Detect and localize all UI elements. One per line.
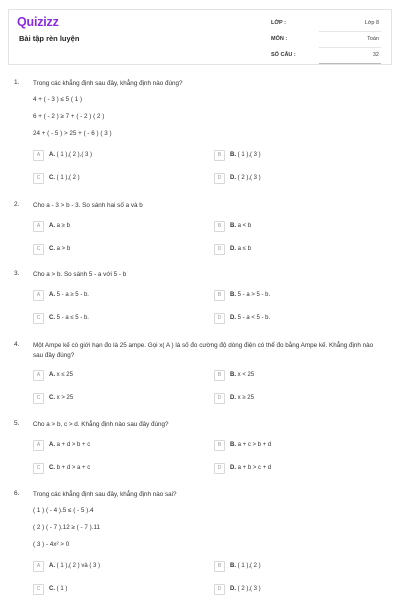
option-text: C. ( 1 ),( 2 )	[49, 175, 80, 181]
option-box: B	[214, 370, 225, 381]
question-text: Cho a > b, c > d. Khẳng định nào sau đây đúng?	[33, 421, 169, 428]
option-text: C. b + d > a + c	[49, 465, 91, 471]
question-text: Cho a > b. So sánh 5 - a với 5 - b	[33, 271, 127, 278]
question-line: ( 2 ) ( - 7 ).12 ≥ ( - 7 ).11	[33, 524, 101, 531]
option-text: A. x ≤ 25	[49, 372, 73, 378]
question-line: 24 + ( - 5 ) > 25 + ( - 6 ) ( 3 )	[33, 130, 112, 137]
option-box: D	[214, 463, 225, 474]
option-box: C	[33, 173, 44, 184]
option-box: C	[33, 313, 44, 324]
option-box: A	[33, 561, 44, 572]
option-text: B. x < 25	[230, 372, 255, 378]
option-box: C	[33, 584, 44, 595]
option-box: A	[33, 370, 44, 381]
option-text: C. a > b	[49, 246, 71, 252]
option-text: A. 5 - a ≥ 5 - b.	[49, 292, 89, 298]
option-box: B	[214, 290, 225, 301]
meta-row-subject	[271, 32, 381, 48]
option-text: D. x ≥ 25	[230, 395, 254, 401]
question-number: 3.	[14, 270, 20, 277]
option-text: D. a + b > c + d	[230, 465, 272, 471]
option-text: B. ( 1 ),( 2 )	[230, 563, 261, 569]
question-number: 1.	[14, 79, 20, 86]
meta-table	[271, 16, 381, 64]
meta-key: MÔN :	[271, 36, 288, 42]
option-box: C	[33, 244, 44, 255]
option-box: D	[214, 313, 225, 324]
option-text: D. a ≤ b	[230, 246, 251, 252]
question-number: 5.	[14, 420, 20, 427]
option-box: D	[214, 584, 225, 595]
option-text: A. a ≥ b	[49, 223, 70, 229]
question-text: Trong các khẳng định sau đây, khẳng định nào đúng?	[33, 80, 183, 87]
option-text: C. ( 1 )	[49, 586, 68, 592]
option-box: A	[33, 221, 44, 232]
question-text: Trong các khẳng định sau đây, khẳng định nào sai?	[33, 491, 177, 498]
option-box: B	[214, 221, 225, 232]
option-text: B. a + c > b + d	[230, 442, 272, 448]
option-text: D. ( 2 ),( 3 )	[230, 586, 261, 592]
option-box: A	[33, 290, 44, 301]
option-box: B	[214, 150, 225, 161]
option-box: D	[214, 393, 225, 404]
question-line: 4 + ( - 3 ) ≤ 5 ( 1 )	[33, 96, 83, 103]
option-text: A. ( 1 ),( 2 ) và ( 3 )	[49, 563, 101, 569]
meta-key: LỚP :	[271, 20, 286, 26]
option-text: B. a < b	[230, 223, 252, 229]
question-line: ( 3 ) - 4x² > 0	[33, 541, 70, 548]
question-number: 2.	[14, 201, 20, 208]
meta-key: SỐ CÂU :	[271, 52, 296, 58]
option-text: B. ( 1 ),( 3 )	[230, 152, 261, 158]
option-text: C. 5 - a ≤ 5 - b.	[49, 315, 89, 321]
question-text: Cho a - 3 > b - 3. So sánh hai số a và b	[33, 202, 143, 209]
meta-row-count	[271, 48, 381, 64]
page-title: Bài tập rèn luyện	[19, 34, 80, 43]
question-line: ( 1 ) ( - 4 ).5 ≤ ( - 5 ).4	[33, 507, 94, 514]
question-line: 6 + ( - 2 ) ≥ 7 + ( - 2 ) ( 2 )	[33, 113, 105, 120]
meta-row-class	[271, 16, 381, 32]
option-text: C. x > 25	[49, 395, 74, 401]
option-box: D	[214, 244, 225, 255]
quizizz-logo: Quizizz	[17, 15, 59, 29]
option-text: D. ( 2 ),( 3 )	[230, 175, 261, 181]
question-number: 6.	[14, 490, 20, 497]
option-text: B. 5 - a > 5 - b.	[230, 292, 271, 298]
question-number: 4.	[14, 341, 20, 348]
option-box: B	[214, 440, 225, 451]
meta-value: Toán	[367, 36, 379, 42]
option-box: C	[33, 393, 44, 404]
option-text: A. ( 1 ),( 2 ),( 3 )	[49, 152, 93, 158]
question-text: Một Ampe kế có giới hạn đo là 25 ampe. Gọi x( A ) là số đo cường độ dòng điện có thể đo bằng Ampe kế. Khẳng định nào sau đây đúng?	[33, 342, 374, 359]
option-box: D	[214, 173, 225, 184]
meta-value: Lớp 8	[364, 20, 379, 26]
meta-value: 32	[372, 52, 379, 58]
option-text: D. 5 - a < 5 - b.	[230, 315, 271, 321]
option-text: A. a + d > b + c	[49, 442, 91, 448]
worksheet-header	[8, 9, 392, 65]
option-box: C	[33, 463, 44, 474]
option-box: B	[214, 561, 225, 572]
option-box: A	[33, 150, 44, 161]
option-box: A	[33, 440, 44, 451]
